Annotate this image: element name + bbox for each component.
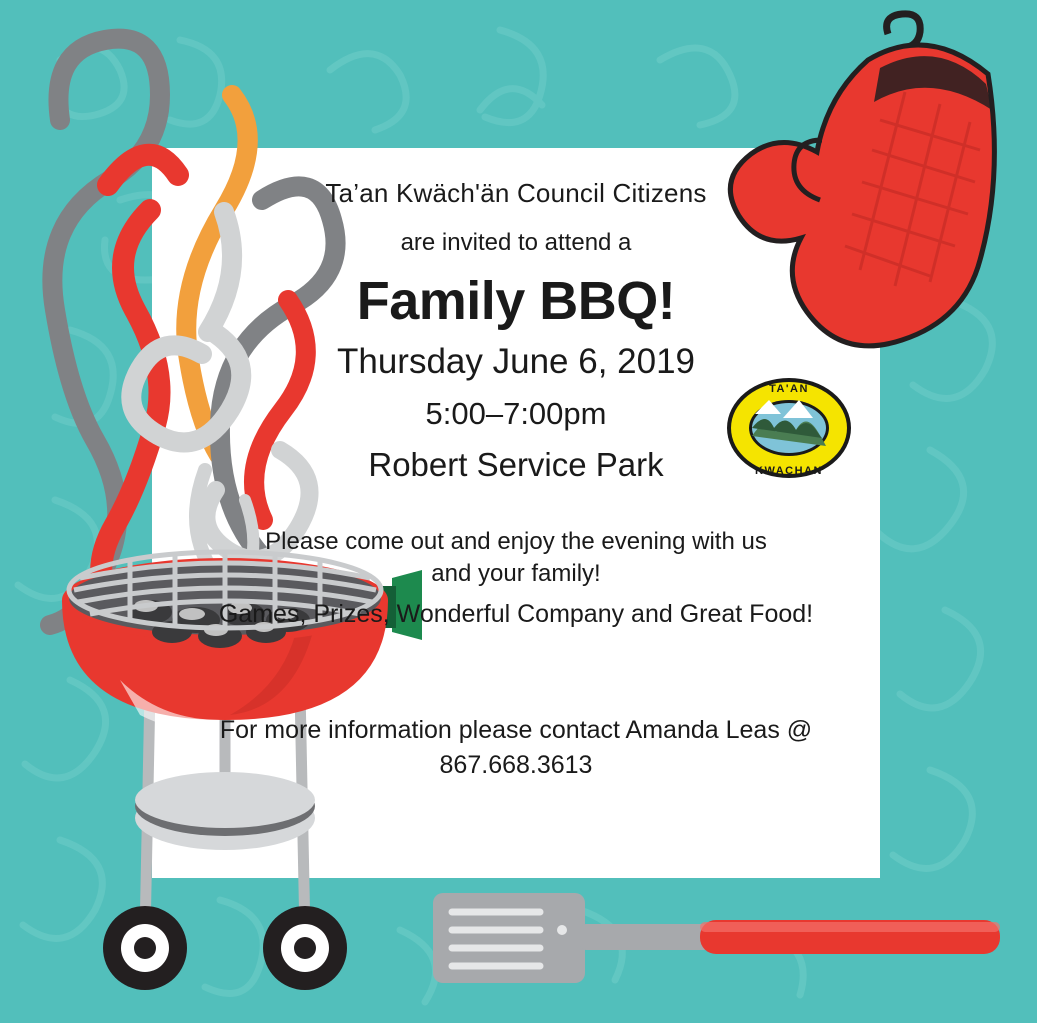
line-citizens: Ta’an Kwäch'än Council Citizens xyxy=(325,178,707,208)
paragraph-contact: For more information please contact Amanda Leas @ 867.668.3613 xyxy=(219,716,813,779)
svg-text:KWACHAN: KWACHAN xyxy=(755,465,823,477)
paragraph-invite: Please come out and enjoy the evening with us and your family! xyxy=(265,528,767,587)
event-time: 5:00–7:00pm xyxy=(425,396,607,431)
svg-text:TA'AN: TA'AN xyxy=(769,383,809,395)
event-title: Family BBQ! xyxy=(356,271,676,331)
invitation-text-block xyxy=(152,148,880,878)
event-location: Robert Service Park xyxy=(368,446,664,483)
paragraph-activities: Games, Prizes, Wonderful Company and Great Food! xyxy=(218,600,814,628)
event-date: Thursday June 6, 2019 xyxy=(336,342,695,381)
line-invited: are invited to attend a xyxy=(400,229,632,256)
